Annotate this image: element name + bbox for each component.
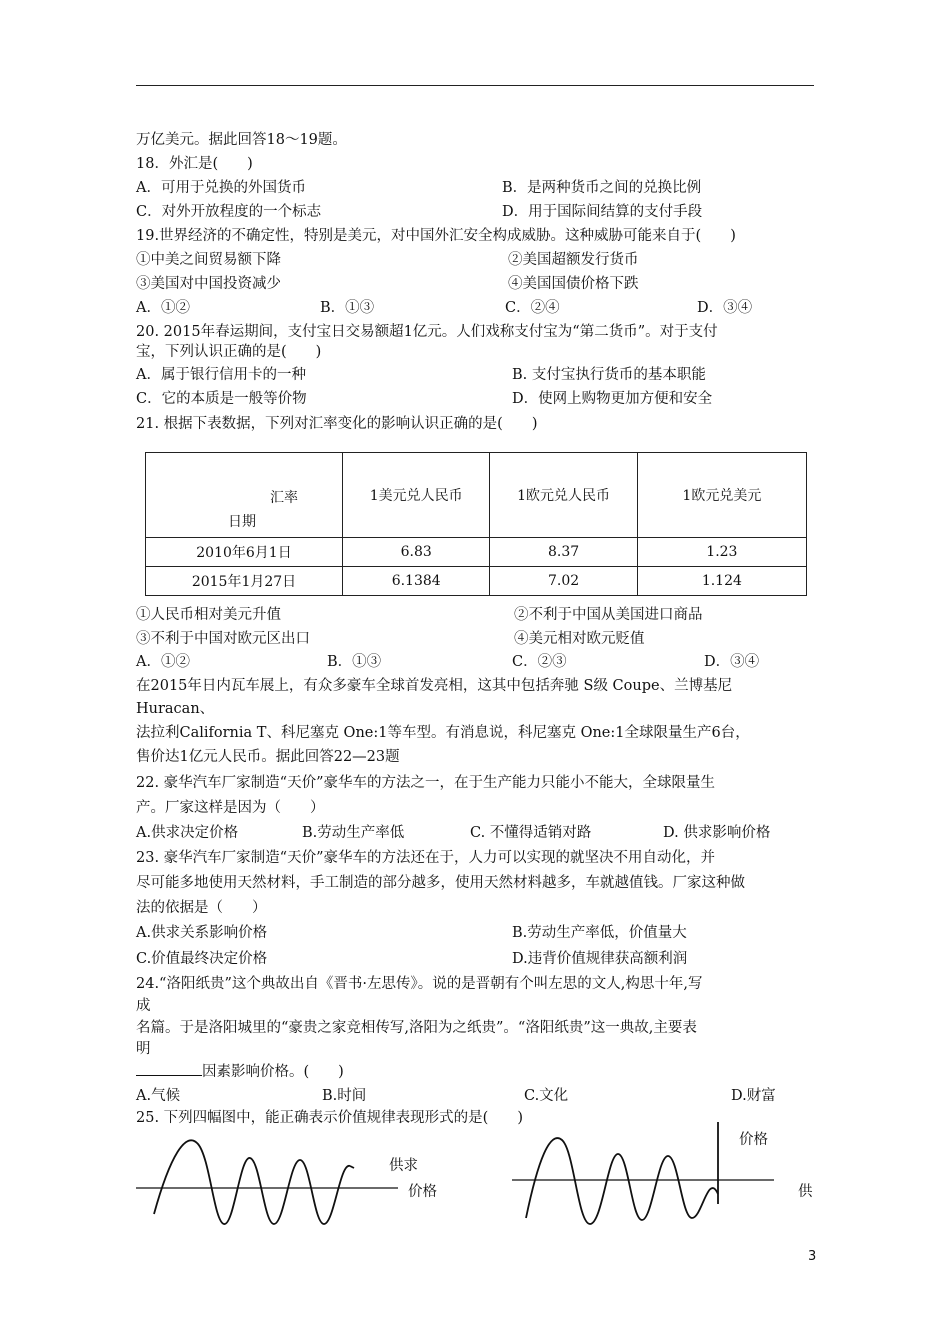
q23-option-b: B.劳动生产率低，价值量大 [512,925,687,941]
corner-label-date: 日期 [228,514,256,530]
passage-line-2: Huracan、 [136,701,215,717]
q19-option-c: C．②④ [505,300,560,316]
q24-stem-line5 [136,1060,344,1081]
q22-stem-line1: 22. 豪华汽车厂家制造“天价”豪华车的方法之一，在于生产能力只能小不能大，全球限量生 [136,775,715,791]
q19-statement-2: ②美国超额发行货币 [508,252,639,268]
q19-option-a: A．①② [136,300,190,316]
table-cell-date: 2015年1月27日 [146,567,343,596]
table-header-cell: 1美元兑人民币 [343,453,490,538]
q21-stem: 21. 根据下表数据，下列对汇率变化的影响认识正确的是( ) [136,416,538,432]
graph-2-label-right: 供 [798,1184,813,1200]
q22-option-d: D. 供求影响价格 [663,825,771,841]
table-cell: 1.124 [637,567,806,596]
table-cell: 6.1384 [343,567,490,596]
q20-option-a: A．属于银行信用卡的一种 [136,367,306,383]
q21-option-b: B．①③ [327,654,382,670]
q21-statement-2: ②不利于中国从美国进口商品 [514,607,703,623]
q18-option-a: A．可用于兑换的外国货币 [136,180,306,196]
q24-stem-line1: 24.“洛阳纸贵”这个典故出自《晋书·左思传》。说的是晋朝有个叫左思的文人,构思十年,写 [136,976,703,992]
q22-option-a: A.供求决定价格 [136,825,239,841]
page-number: 3 [808,1249,817,1264]
q21-statement-3: ③不利于中国对欧元区出口 [136,631,310,647]
q24-stem-line2: 成 [136,998,151,1014]
q21-option-c: C．②③ [512,654,567,670]
q21-statement-1: ①人民币相对美元升值 [136,607,281,623]
q18-option-b: B．是两种货币之间的兑换比例 [502,180,702,196]
q20-stem-line2: 宝，下列认识正确的是( ) [136,344,322,360]
corner-label-rate: 汇率 [270,490,298,506]
q24-stem-text: 因素影响价格。( ) [202,1064,344,1080]
graph-2-label-top: 价格 [739,1132,768,1148]
passage-line-1: 在2015年日内瓦车展上，有众多豪车全球首发亮相，这其中包括奔驰 S级 Coupe、兰博基尼 [136,678,733,694]
table-cell-date: 2010年6月1日 [146,538,343,567]
table-header-row [146,453,807,538]
wave-graph-1 [136,1130,406,1230]
q19-statement-4: ④美国国债价格下跌 [508,276,639,292]
q24-stem-line3: 名篇。于是洛阳城里的“豪贵之家竞相传写,洛阳为之纸贵”。“洛阳纸贵”这一典故,主要表 [136,1020,697,1036]
q24-option-b: B.时间 [322,1088,367,1104]
q23-option-d: D.违背价值规律获高额利润 [512,951,688,967]
q21-statement-4: ④美元相对欧元贬值 [514,631,645,647]
q19-option-b: B．①③ [320,300,375,316]
table-row [146,538,807,567]
q23-stem-line3: 法的依据是（ ） [136,900,267,916]
q19-stem: 19.世界经济的不确定性，特别是美元，对中国外汇安全构成威胁。这种威胁可能来自于( ) [136,228,736,244]
q24-option-c: C.文化 [524,1088,569,1104]
table-corner-cell [146,453,343,538]
q19-statement-1: ①中美之间贸易额下降 [136,252,281,268]
table-header-cell: 1欧元兑美元 [637,453,806,538]
q18-stem: 18．外汇是( ) [136,156,253,172]
q24-option-a: A.气候 [136,1088,181,1104]
q22-option-b: B.劳动生产率低 [302,825,405,841]
table-row [146,567,807,596]
exchange-rate-table [145,452,807,596]
q18-option-d: D．用于国际间结算的支付手段 [502,204,703,220]
q20-option-b: B. 支付宝执行货币的基本职能 [512,367,706,383]
answer-blank [136,1061,202,1076]
q23-option-a: A.供求关系影响价格 [136,925,268,941]
table-cell: 8.37 [490,538,637,567]
passage-line-4: 售价达1亿元人民币。据此回答22—23题 [136,749,400,765]
q20-option-d: D．使网上购物更加方便和安全 [512,391,713,407]
q21-option-d: D．③④ [704,654,760,670]
q23-stem-line2: 尽可能多地使用天然材料，手工制造的部分越多，使用天然材料越多，车就越值钱。厂家这种做 [136,875,745,891]
q20-option-c: C．它的本质是一般等价物 [136,391,307,407]
q23-option-c: C.价值最终决定价格 [136,951,268,967]
q22-stem-line2: 产。厂家这样是因为（ ） [136,800,325,816]
intro-line: 万亿美元。据此回答18～19题。 [136,132,347,148]
table-cell: 1.23 [637,538,806,567]
q20-stem-line1: 20. 2015年春运期间，支付宝日交易额超1亿元。人们戏称支付宝为“第二货币”。对于支付 [136,324,718,340]
q23-stem-line1: 23. 豪华汽车厂家制造“天价”豪华车的方法还在于，人力可以实现的就坚决不用自动化，并 [136,850,715,866]
q24-option-d: D.财富 [731,1088,776,1104]
q18-option-c: C．对外开放程度的一个标志 [136,204,322,220]
q25-stem: 25. 下列四幅图中，能正确表示价值规律表现形式的是( ) [136,1110,523,1126]
header-rule [136,85,814,86]
table-header-cell: 1欧元兑人民币 [490,453,637,538]
graph-1-label-bottom: 价格 [408,1184,437,1200]
table-cell: 6.83 [343,538,490,567]
graph-1-price-curve [154,1140,350,1224]
passage-line-3: 法拉利California T、科尼塞克 One:1等车型。有消息说，科尼塞克 One:1全球限量生产6台， [136,725,750,741]
q22-option-c: C. 不懂得适销对路 [470,825,592,841]
q19-statement-3: ③美国对中国投资减少 [136,276,281,292]
q21-option-a: A．①② [136,654,190,670]
q24-stem-line4: 明 [136,1041,151,1057]
q19-option-d: D．③④ [697,300,753,316]
graph-1-label-top: 供求 [389,1158,418,1174]
table-cell: 7.02 [490,567,637,596]
graph-2-price-curve [526,1138,718,1224]
